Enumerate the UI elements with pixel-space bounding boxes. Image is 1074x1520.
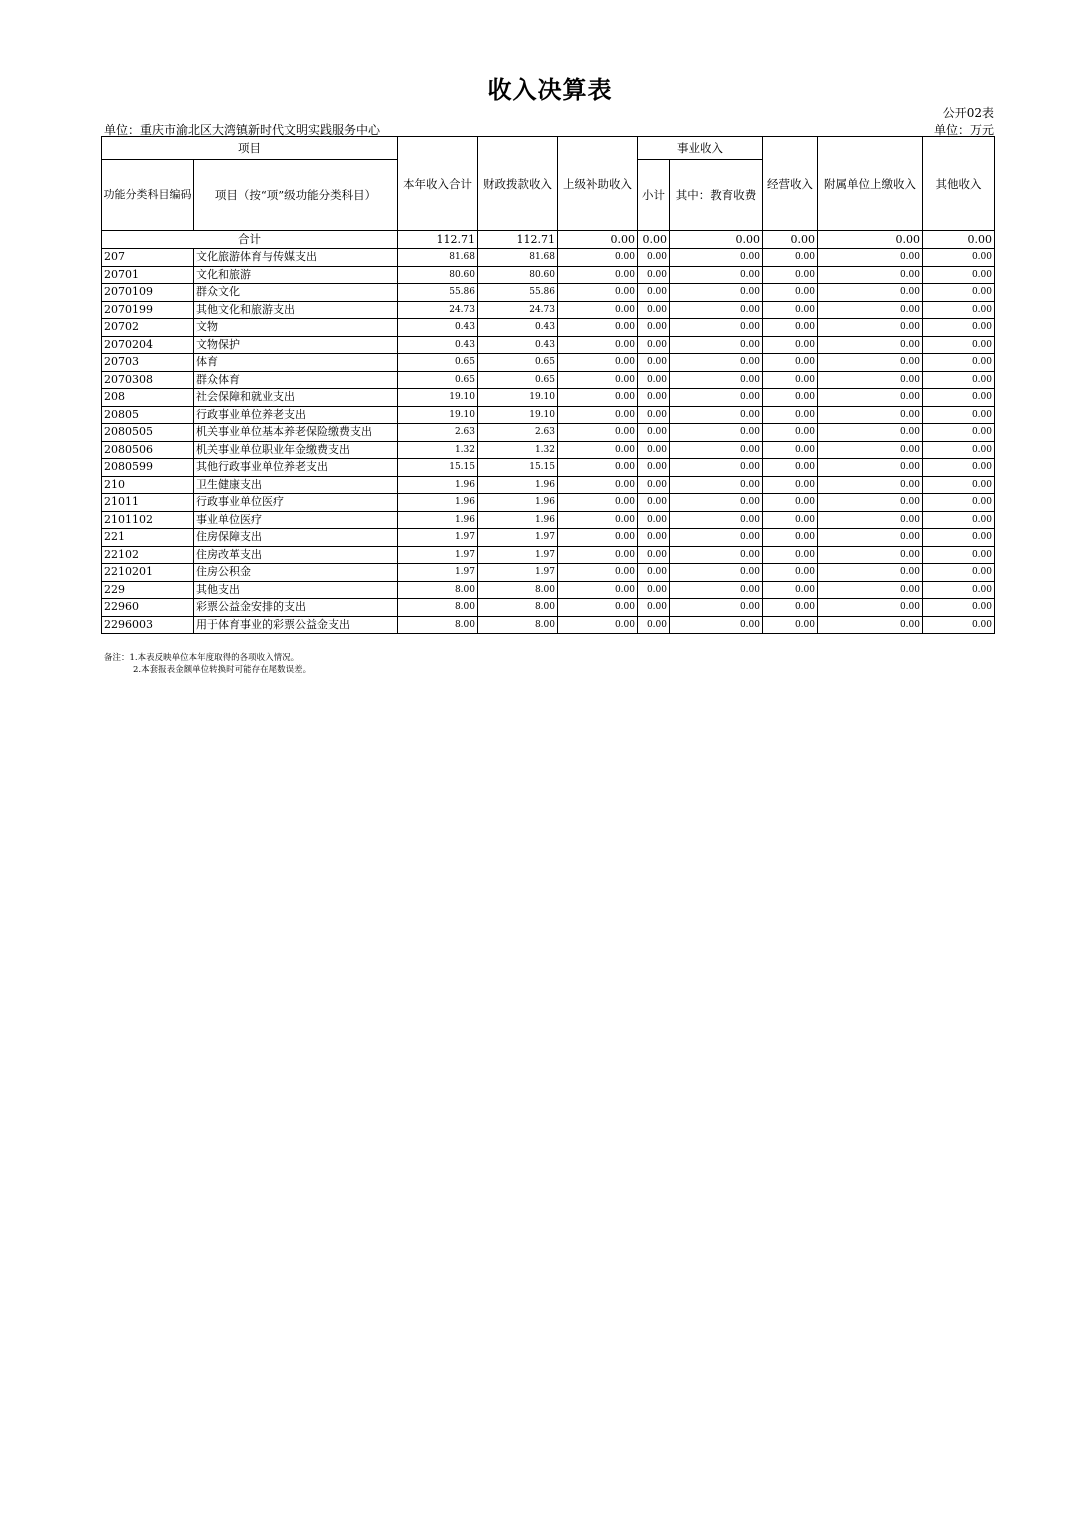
row-name: 群众文化 <box>194 284 398 302</box>
total-value: 0.00 <box>923 231 995 249</box>
notes <box>104 652 311 676</box>
row-value: 0.00 <box>670 616 763 634</box>
row-code: 22102 <box>102 546 194 564</box>
row-value: 19.10 <box>398 389 478 407</box>
row-value: 1.96 <box>478 494 558 512</box>
row-value: 0.00 <box>763 406 818 424</box>
income-table <box>101 136 995 634</box>
row-value: 0.00 <box>923 546 995 564</box>
row-value: 0.65 <box>478 354 558 372</box>
row-value: 0.00 <box>638 546 670 564</box>
row-value: 0.00 <box>558 459 638 477</box>
header-name: 项目（按“项”级功能分类科目） <box>194 160 398 231</box>
row-value: 0.00 <box>818 249 923 267</box>
row-value: 1.32 <box>478 441 558 459</box>
row-name: 住房改革支出 <box>194 546 398 564</box>
header-code: 功能分类科目编码 <box>102 160 194 231</box>
row-code: 229 <box>102 581 194 599</box>
row-code: 20805 <box>102 406 194 424</box>
row-value: 0.00 <box>763 319 818 337</box>
row-code: 2070204 <box>102 336 194 354</box>
row-value: 1.96 <box>398 494 478 512</box>
row-code: 2070109 <box>102 284 194 302</box>
row-value: 0.00 <box>818 424 923 442</box>
table-row <box>102 284 995 302</box>
row-value: 0.00 <box>923 581 995 599</box>
row-value: 19.10 <box>398 406 478 424</box>
row-value: 0.00 <box>818 476 923 494</box>
row-value: 8.00 <box>478 581 558 599</box>
row-value: 0.00 <box>818 494 923 512</box>
table-row <box>102 424 995 442</box>
row-value: 1.96 <box>398 476 478 494</box>
row-value: 0.00 <box>923 459 995 477</box>
row-value: 0.00 <box>923 494 995 512</box>
row-value: 0.00 <box>558 284 638 302</box>
header-project: 项目 <box>102 137 398 160</box>
row-value: 0.00 <box>923 441 995 459</box>
row-value: 0.00 <box>638 354 670 372</box>
row-name: 文物 <box>194 319 398 337</box>
row-value: 1.97 <box>398 529 478 547</box>
row-value: 80.60 <box>478 266 558 284</box>
row-value: 0.00 <box>670 494 763 512</box>
row-value: 0.00 <box>558 616 638 634</box>
row-code: 2070199 <box>102 301 194 319</box>
row-value: 0.00 <box>558 599 638 617</box>
row-code: 20701 <box>102 266 194 284</box>
row-value: 0.00 <box>923 389 995 407</box>
table-row <box>102 319 995 337</box>
row-value: 0.00 <box>818 284 923 302</box>
row-value: 0.00 <box>818 406 923 424</box>
row-value: 0.00 <box>923 406 995 424</box>
row-name: 住房保障支出 <box>194 529 398 547</box>
row-value: 0.00 <box>763 599 818 617</box>
row-value: 0.00 <box>558 266 638 284</box>
row-value: 24.73 <box>398 301 478 319</box>
row-value: 0.00 <box>638 476 670 494</box>
total-value: 0.00 <box>670 231 763 249</box>
row-value: 0.00 <box>670 581 763 599</box>
row-value: 0.00 <box>558 581 638 599</box>
row-name: 卫生健康支出 <box>194 476 398 494</box>
row-value: 0.00 <box>558 546 638 564</box>
row-value: 0.00 <box>670 389 763 407</box>
row-code: 2296003 <box>102 616 194 634</box>
table-row <box>102 406 995 424</box>
row-value: 0.00 <box>638 494 670 512</box>
row-value: 15.15 <box>398 459 478 477</box>
row-name: 其他行政事业单位养老支出 <box>194 459 398 477</box>
row-value: 0.00 <box>923 599 995 617</box>
header-education: 其中：教育收费 <box>670 160 763 231</box>
row-value: 0.00 <box>638 389 670 407</box>
row-value: 0.43 <box>398 336 478 354</box>
row-value: 8.00 <box>398 616 478 634</box>
row-value: 0.00 <box>638 529 670 547</box>
header-other: 其他收入 <box>923 137 995 231</box>
row-value: 8.00 <box>398 599 478 617</box>
row-value: 0.00 <box>638 581 670 599</box>
row-value: 0.00 <box>558 406 638 424</box>
row-value: 0.00 <box>818 441 923 459</box>
row-value: 1.32 <box>398 441 478 459</box>
row-name: 文化和旅游 <box>194 266 398 284</box>
total-value: 0.00 <box>638 231 670 249</box>
row-value: 0.00 <box>670 424 763 442</box>
row-value: 81.68 <box>398 249 478 267</box>
row-code: 20703 <box>102 354 194 372</box>
row-value: 0.00 <box>818 599 923 617</box>
row-code: 2101102 <box>102 511 194 529</box>
row-value: 0.00 <box>763 494 818 512</box>
row-value: 0.00 <box>670 319 763 337</box>
row-value: 0.00 <box>818 616 923 634</box>
row-code: 21011 <box>102 494 194 512</box>
row-code: 20702 <box>102 319 194 337</box>
table-row <box>102 336 995 354</box>
table-row <box>102 459 995 477</box>
row-value: 8.00 <box>478 599 558 617</box>
row-name: 行政事业单位养老支出 <box>194 406 398 424</box>
row-value: 0.00 <box>818 546 923 564</box>
table-row <box>102 266 995 284</box>
row-value: 1.97 <box>398 546 478 564</box>
row-value: 0.00 <box>923 564 995 582</box>
row-value: 0.00 <box>670 441 763 459</box>
row-value: 0.00 <box>763 511 818 529</box>
row-value: 0.00 <box>670 249 763 267</box>
total-row <box>102 231 995 249</box>
row-value: 0.00 <box>558 564 638 582</box>
row-value: 0.00 <box>638 599 670 617</box>
row-name: 文化旅游体育与传媒支出 <box>194 249 398 267</box>
row-value: 0.00 <box>818 564 923 582</box>
table-row <box>102 529 995 547</box>
row-value: 0.00 <box>558 441 638 459</box>
row-value: 0.00 <box>558 389 638 407</box>
row-value: 0.00 <box>818 354 923 372</box>
row-value: 0.00 <box>923 424 995 442</box>
row-value: 0.00 <box>558 424 638 442</box>
row-value: 0.00 <box>638 424 670 442</box>
unit-organization: 单位：重庆市渝北区大湾镇新时代文明实践服务中心 <box>104 123 381 137</box>
row-value: 0.00 <box>670 371 763 389</box>
row-value: 0.00 <box>670 564 763 582</box>
row-value: 0.00 <box>763 564 818 582</box>
row-value: 0.00 <box>638 336 670 354</box>
row-value: 0.00 <box>923 284 995 302</box>
row-value: 0.00 <box>558 529 638 547</box>
row-value: 0.00 <box>818 459 923 477</box>
row-code: 207 <box>102 249 194 267</box>
row-value: 0.65 <box>398 354 478 372</box>
row-value: 0.00 <box>763 441 818 459</box>
row-value: 19.10 <box>478 389 558 407</box>
row-value: 0.00 <box>670 406 763 424</box>
row-value: 0.00 <box>638 266 670 284</box>
row-value: 0.00 <box>558 336 638 354</box>
row-value: 0.00 <box>763 266 818 284</box>
row-value: 0.00 <box>763 616 818 634</box>
row-value: 8.00 <box>398 581 478 599</box>
row-value: 0.00 <box>763 301 818 319</box>
row-value: 0.00 <box>638 459 670 477</box>
row-value: 1.96 <box>478 511 558 529</box>
row-value: 0.00 <box>818 511 923 529</box>
header-total: 本年收入合计 <box>398 137 478 231</box>
row-value: 2.63 <box>478 424 558 442</box>
row-name: 其他支出 <box>194 581 398 599</box>
row-value: 0.00 <box>558 476 638 494</box>
unit-money: 单位：万元 <box>933 123 994 137</box>
row-value: 0.00 <box>670 599 763 617</box>
row-value: 0.00 <box>763 581 818 599</box>
row-value: 1.97 <box>478 529 558 547</box>
row-value: 0.00 <box>670 546 763 564</box>
row-value: 0.00 <box>763 336 818 354</box>
row-name: 群众体育 <box>194 371 398 389</box>
form-number: 公开02表 <box>942 106 994 120</box>
row-value: 0.00 <box>923 529 995 547</box>
row-value: 0.00 <box>923 301 995 319</box>
row-value: 0.00 <box>558 354 638 372</box>
total-value: 0.00 <box>818 231 923 249</box>
row-value: 55.86 <box>478 284 558 302</box>
page-title: 收入决算表 <box>487 75 613 104</box>
table-row <box>102 441 995 459</box>
row-value: 0.00 <box>670 529 763 547</box>
row-value: 0.00 <box>818 266 923 284</box>
row-name: 体育 <box>194 354 398 372</box>
row-name: 社会保障和就业支出 <box>194 389 398 407</box>
row-name: 机关事业单位职业年金缴费支出 <box>194 441 398 459</box>
row-name: 彩票公益金安排的支出 <box>194 599 398 617</box>
row-value: 0.00 <box>638 371 670 389</box>
row-value: 0.43 <box>478 319 558 337</box>
row-value: 0.65 <box>478 371 558 389</box>
table-row <box>102 249 995 267</box>
row-value: 15.15 <box>478 459 558 477</box>
row-value: 0.00 <box>670 284 763 302</box>
table-row <box>102 301 995 319</box>
row-value: 0.00 <box>763 529 818 547</box>
row-value: 8.00 <box>478 616 558 634</box>
total-value: 112.71 <box>398 231 478 249</box>
row-value: 0.00 <box>558 319 638 337</box>
row-code: 2070308 <box>102 371 194 389</box>
row-value: 0.00 <box>818 371 923 389</box>
row-value: 0.00 <box>763 371 818 389</box>
table-row <box>102 581 995 599</box>
header-subtotal: 小计 <box>638 160 670 231</box>
total-value: 0.00 <box>558 231 638 249</box>
header-operating: 经营收入 <box>763 137 818 231</box>
row-value: 0.00 <box>638 564 670 582</box>
row-name: 事业单位医疗 <box>194 511 398 529</box>
row-code: 210 <box>102 476 194 494</box>
row-name: 机关事业单位基本养老保险缴费支出 <box>194 424 398 442</box>
row-value: 0.00 <box>763 546 818 564</box>
row-value: 0.00 <box>638 284 670 302</box>
row-value: 0.00 <box>818 319 923 337</box>
row-value: 0.00 <box>818 389 923 407</box>
table-row <box>102 616 995 634</box>
row-value: 0.00 <box>818 301 923 319</box>
row-value: 0.00 <box>923 616 995 634</box>
row-value: 1.97 <box>478 546 558 564</box>
row-code: 22960 <box>102 599 194 617</box>
row-value: 1.96 <box>478 476 558 494</box>
row-value: 0.65 <box>398 371 478 389</box>
row-value: 0.00 <box>923 476 995 494</box>
row-value: 0.00 <box>923 354 995 372</box>
row-value: 0.00 <box>923 336 995 354</box>
table-row <box>102 476 995 494</box>
row-value: 0.00 <box>670 511 763 529</box>
row-value: 1.96 <box>398 511 478 529</box>
row-value: 0.00 <box>763 459 818 477</box>
row-value: 0.00 <box>763 389 818 407</box>
row-value: 80.60 <box>398 266 478 284</box>
row-value: 0.00 <box>923 266 995 284</box>
row-value: 0.00 <box>670 266 763 284</box>
row-value: 0.00 <box>670 336 763 354</box>
table-row <box>102 494 995 512</box>
table-row <box>102 354 995 372</box>
row-value: 0.00 <box>923 371 995 389</box>
row-code: 2080599 <box>102 459 194 477</box>
row-name: 用于体育事业的彩票公益金支出 <box>194 616 398 634</box>
row-value: 0.00 <box>558 301 638 319</box>
row-value: 0.00 <box>638 319 670 337</box>
table-row <box>102 564 995 582</box>
row-value: 0.00 <box>818 581 923 599</box>
total-value: 112.71 <box>478 231 558 249</box>
row-value: 55.86 <box>398 284 478 302</box>
table-row <box>102 389 995 407</box>
row-value: 0.00 <box>670 476 763 494</box>
note-line: 备注：1.本表反映单位本年度取得的各项收入情况。 <box>104 653 300 663</box>
row-code: 208 <box>102 389 194 407</box>
row-value: 0.00 <box>638 441 670 459</box>
row-value: 81.68 <box>478 249 558 267</box>
row-value: 0.00 <box>818 336 923 354</box>
row-value: 0.00 <box>763 354 818 372</box>
header-fiscal: 财政拨款收入 <box>478 137 558 231</box>
table-row <box>102 371 995 389</box>
table-row <box>102 599 995 617</box>
row-value: 19.10 <box>478 406 558 424</box>
row-code: 2210201 <box>102 564 194 582</box>
row-value: 0.00 <box>558 511 638 529</box>
row-value: 0.00 <box>763 424 818 442</box>
row-value: 0.00 <box>923 319 995 337</box>
row-value: 1.97 <box>398 564 478 582</box>
row-value: 2.63 <box>398 424 478 442</box>
row-code: 2080506 <box>102 441 194 459</box>
row-value: 0.00 <box>638 406 670 424</box>
row-code: 221 <box>102 529 194 547</box>
row-value: 0.00 <box>638 511 670 529</box>
row-value: 0.43 <box>478 336 558 354</box>
header-affiliated: 附属单位上缴收入 <box>818 137 923 231</box>
row-name: 住房公积金 <box>194 564 398 582</box>
row-code: 2080505 <box>102 424 194 442</box>
header-business: 事业收入 <box>638 137 763 160</box>
row-value: 0.00 <box>923 249 995 267</box>
row-value: 0.00 <box>670 301 763 319</box>
row-value: 0.00 <box>558 249 638 267</box>
row-value: 0.00 <box>638 249 670 267</box>
row-value: 0.00 <box>818 529 923 547</box>
table-row <box>102 511 995 529</box>
total-value: 0.00 <box>763 231 818 249</box>
row-name: 文物保护 <box>194 336 398 354</box>
row-value: 24.73 <box>478 301 558 319</box>
row-name: 其他文化和旅游支出 <box>194 301 398 319</box>
row-value: 0.00 <box>763 249 818 267</box>
row-value: 0.00 <box>923 511 995 529</box>
header-superior: 上级补助收入 <box>558 137 638 231</box>
row-name: 行政事业单位医疗 <box>194 494 398 512</box>
row-value: 0.00 <box>670 354 763 372</box>
row-value: 1.97 <box>478 564 558 582</box>
row-value: 0.43 <box>398 319 478 337</box>
row-value: 0.00 <box>763 476 818 494</box>
row-value: 0.00 <box>763 284 818 302</box>
row-value: 0.00 <box>638 301 670 319</box>
table-row <box>102 546 995 564</box>
note-line: 2.本套报表金额单位转换时可能存在尾数误差。 <box>133 665 312 675</box>
row-value: 0.00 <box>558 371 638 389</box>
row-value: 0.00 <box>558 494 638 512</box>
total-label: 合计 <box>102 231 398 249</box>
row-value: 0.00 <box>638 616 670 634</box>
row-value: 0.00 <box>670 459 763 477</box>
